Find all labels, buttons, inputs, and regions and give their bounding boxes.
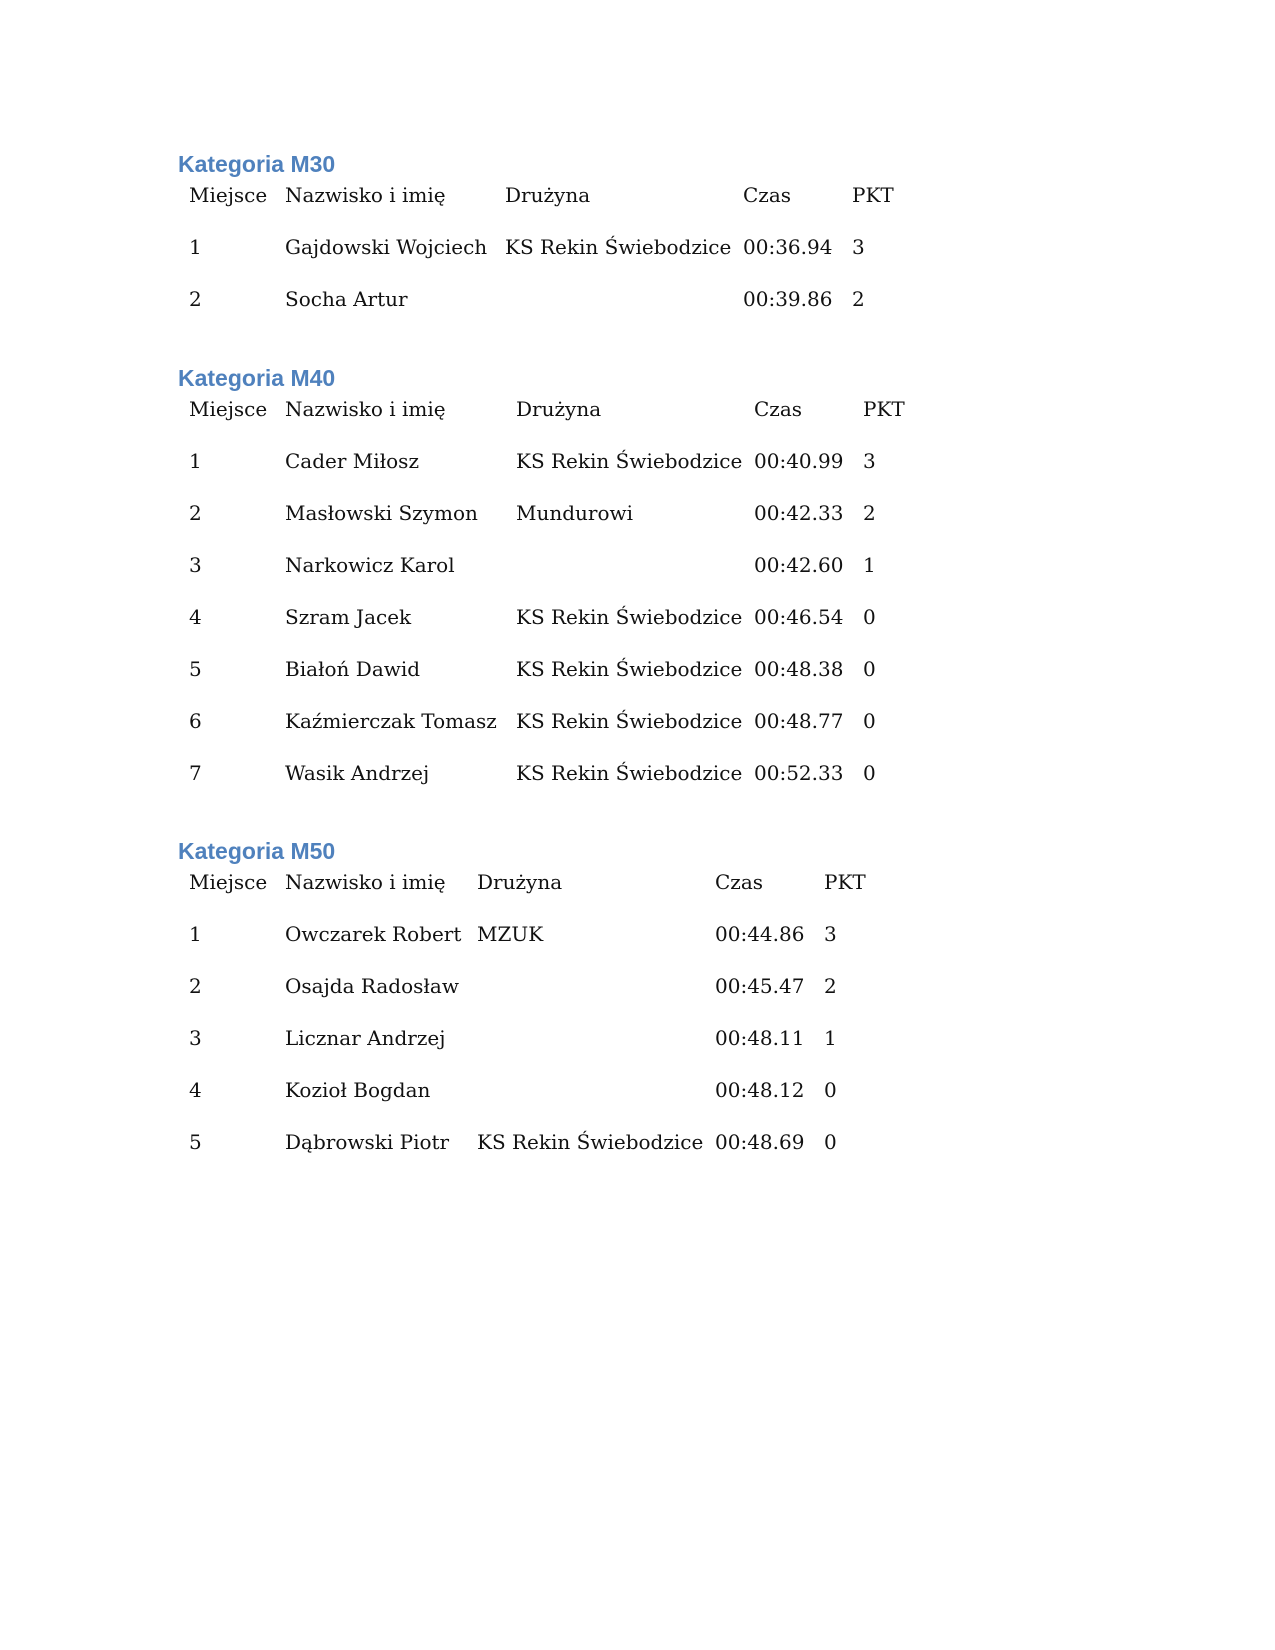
cell-team: KS Rekin Świebodzice xyxy=(477,1130,704,1154)
cell-team: KS Rekin Świebodzice xyxy=(516,657,743,681)
category-m50-section xyxy=(178,837,866,1179)
cell-time: 00:48.69 xyxy=(715,1130,805,1154)
cell-time: 00:40.99 xyxy=(754,449,844,473)
table-header-row xyxy=(178,394,905,446)
cell-time: 00:42.33 xyxy=(754,501,844,525)
cell-time: 00:39.86 xyxy=(743,287,833,311)
table-row xyxy=(178,971,866,1023)
category-m30-section xyxy=(178,150,894,336)
table-row xyxy=(178,602,905,654)
cell-name: Cader Miłosz xyxy=(285,449,419,473)
header-team: Drużyna xyxy=(477,870,563,894)
header-points: PKT xyxy=(824,870,866,894)
cell-time: 00:48.11 xyxy=(715,1026,805,1050)
cell-place: 4 xyxy=(189,1078,202,1102)
results-table xyxy=(178,180,894,336)
cell-time: 00:44.86 xyxy=(715,922,805,946)
cell-points: 0 xyxy=(824,1078,837,1102)
header-team: Drużyna xyxy=(505,183,591,207)
cell-place: 2 xyxy=(189,287,202,311)
table-row xyxy=(178,1023,866,1075)
cell-name: Dąbrowski Piotr xyxy=(285,1130,450,1154)
table-row xyxy=(178,1127,866,1179)
header-time: Czas xyxy=(754,397,803,421)
cell-team: Mundurowi xyxy=(516,501,634,525)
cell-place: 2 xyxy=(189,501,202,525)
cell-time: 00:48.38 xyxy=(754,657,844,681)
cell-team xyxy=(477,1075,715,1127)
cell-place: 1 xyxy=(189,235,202,259)
header-place: Miejsce xyxy=(189,397,268,421)
cell-name: Białoń Dawid xyxy=(285,657,421,681)
header-points: PKT xyxy=(852,183,894,207)
cell-name: Wasik Andrzej xyxy=(285,761,430,785)
cell-team: KS Rekin Świebodzice xyxy=(516,449,743,473)
header-time: Czas xyxy=(743,183,792,207)
table-row xyxy=(178,919,866,971)
header-name: Nazwisko i imię xyxy=(285,397,446,421)
category-title: Kategoria M40 xyxy=(178,365,336,391)
header-time: Czas xyxy=(715,870,764,894)
cell-points: 0 xyxy=(863,761,876,785)
cell-points: 3 xyxy=(824,922,837,946)
table-row xyxy=(178,498,905,550)
cell-name: Osajda Radosław xyxy=(285,974,459,998)
cell-time: 00:48.12 xyxy=(715,1078,805,1102)
cell-time: 00:36.94 xyxy=(743,235,833,259)
cell-team xyxy=(477,971,715,1023)
header-name: Nazwisko i imię xyxy=(285,183,446,207)
cell-points: 2 xyxy=(852,287,865,311)
cell-time: 00:48.77 xyxy=(754,709,844,733)
cell-points: 0 xyxy=(863,605,876,629)
header-place: Miejsce xyxy=(189,183,268,207)
cell-team: MZUK xyxy=(477,922,544,946)
cell-points: 0 xyxy=(863,709,876,733)
cell-name: Gajdowski Wojciech xyxy=(285,235,488,259)
table-row xyxy=(178,550,905,602)
table-row xyxy=(178,654,905,706)
cell-team: KS Rekin Świebodzice xyxy=(516,761,743,785)
header-team: Drużyna xyxy=(516,397,602,421)
table-header-row xyxy=(178,867,866,919)
header-name: Nazwisko i imię xyxy=(285,870,446,894)
cell-place: 1 xyxy=(189,449,202,473)
cell-name: Licznar Andrzej xyxy=(285,1026,446,1050)
cell-time: 00:52.33 xyxy=(754,761,844,785)
table-row xyxy=(178,1075,866,1127)
cell-team: KS Rekin Świebodzice xyxy=(505,235,732,259)
cell-place: 5 xyxy=(189,657,202,681)
category-title: Kategoria M50 xyxy=(178,838,336,864)
header-points: PKT xyxy=(863,397,905,421)
cell-name: Owczarek Robert xyxy=(285,922,462,946)
cell-points: 0 xyxy=(863,657,876,681)
table-header-row xyxy=(178,180,894,232)
cell-points: 3 xyxy=(863,449,876,473)
cell-name: Socha Artur xyxy=(285,287,408,311)
cell-team xyxy=(477,1023,715,1075)
cell-place: 7 xyxy=(189,761,202,785)
category-m40-section xyxy=(178,364,905,810)
results-table xyxy=(178,394,905,810)
cell-place: 5 xyxy=(189,1130,202,1154)
cell-time: 00:42.60 xyxy=(754,553,844,577)
cell-points: 1 xyxy=(863,553,876,577)
table-row xyxy=(178,706,905,758)
cell-place: 6 xyxy=(189,709,202,733)
cell-place: 3 xyxy=(189,553,202,577)
cell-team xyxy=(516,550,754,602)
table-row xyxy=(178,232,894,284)
table-row xyxy=(178,446,905,498)
cell-name: Masłowski Szymon xyxy=(285,501,478,525)
cell-place: 3 xyxy=(189,1026,202,1050)
cell-name: Szram Jacek xyxy=(285,605,412,629)
cell-points: 2 xyxy=(863,501,876,525)
results-table xyxy=(178,867,866,1179)
cell-team: KS Rekin Świebodzice xyxy=(516,605,743,629)
cell-team xyxy=(505,284,743,336)
cell-time: 00:46.54 xyxy=(754,605,844,629)
table-row xyxy=(178,284,894,336)
cell-place: 2 xyxy=(189,974,202,998)
cell-name: Narkowicz Karol xyxy=(285,553,455,577)
table-row xyxy=(178,758,905,810)
cell-points: 2 xyxy=(824,974,837,998)
cell-points: 0 xyxy=(824,1130,837,1154)
cell-points: 1 xyxy=(824,1026,837,1050)
cell-team: KS Rekin Świebodzice xyxy=(516,709,743,733)
header-place: Miejsce xyxy=(189,870,268,894)
cell-name: Kozioł Bogdan xyxy=(285,1078,431,1102)
cell-points: 3 xyxy=(852,235,865,259)
cell-place: 4 xyxy=(189,605,202,629)
category-title: Kategoria M30 xyxy=(178,151,336,177)
cell-name: Kaźmierczak Tomasz xyxy=(285,709,497,733)
cell-place: 1 xyxy=(189,922,202,946)
cell-time: 00:45.47 xyxy=(715,974,805,998)
